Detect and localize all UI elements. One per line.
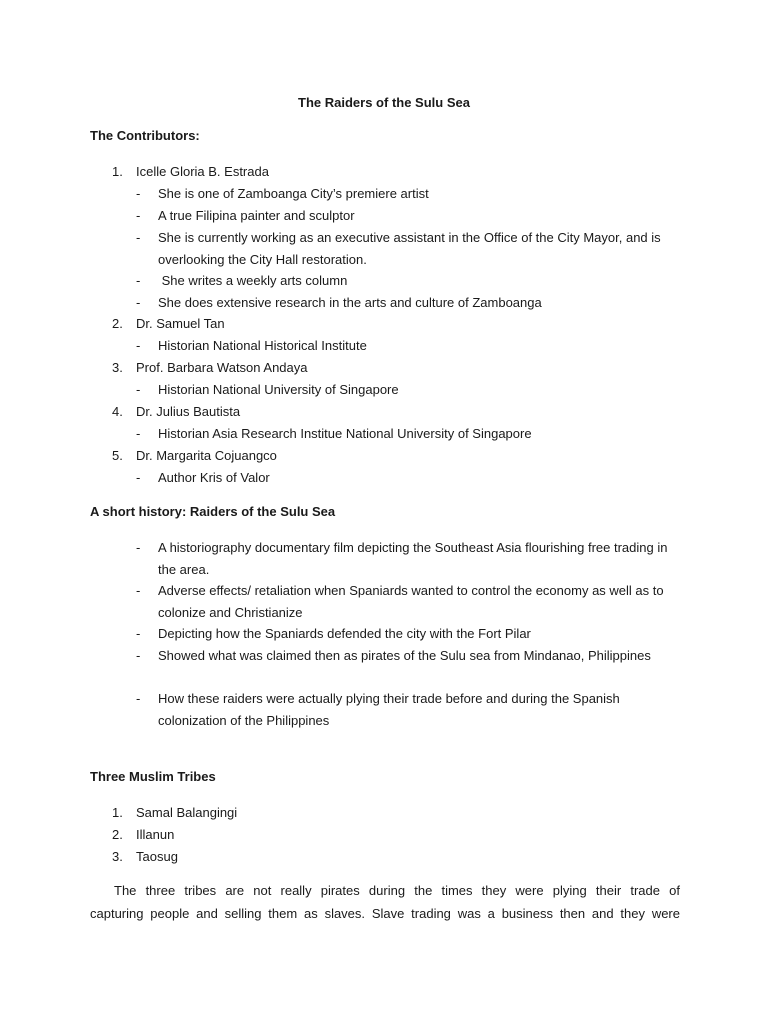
dash-bullet: -: [136, 426, 141, 441]
history-item: Depicting how the Spaniards defended the city with the Fort Pilar: [158, 626, 531, 641]
list-number: 1.: [112, 805, 123, 820]
contributor-name: Dr. Julius Bautista: [136, 404, 241, 419]
contributor-item: [112, 360, 308, 375]
dash-bullet: -: [136, 470, 141, 485]
contributor-item: [112, 164, 269, 179]
history-item: A historiography documentary film depicting the Southeast Asia flourishing free trading in the area.: [158, 540, 668, 577]
contributor-item: [112, 404, 240, 419]
contributor-detail: She writes a weekly arts column: [158, 273, 348, 288]
contributor-item: [112, 316, 225, 331]
tribe-item: [112, 827, 174, 842]
history-item: Showed what was claimed then as pirates of the Sulu sea from Mindanao, Philippines: [158, 648, 651, 663]
dash-bullet: -: [136, 540, 141, 555]
list-number: 3.: [112, 849, 123, 864]
dash-bullet: -: [136, 273, 141, 288]
document-title: The Raiders of the Sulu Sea: [298, 95, 470, 110]
dash-bullet: -: [136, 382, 141, 397]
contributor-detail: Historian Asia Research Institue National University of Singapore: [158, 426, 532, 441]
dash-bullet: -: [136, 230, 141, 245]
tribe-item: [112, 849, 178, 864]
list-number: 2.: [112, 827, 123, 842]
dash-bullet: -: [136, 338, 141, 353]
tribe-name: Taosug: [136, 849, 178, 864]
list-number: 2.: [112, 316, 123, 331]
dash-bullet: -: [136, 583, 141, 598]
contributor-detail: Historian National Historical Institute: [158, 338, 367, 353]
contributor-name: Prof. Barbara Watson Andaya: [136, 360, 308, 375]
tribe-name: Illanun: [136, 827, 175, 842]
paragraph-line: [90, 879, 680, 902]
history-heading: A short history: Raiders of the Sulu Sea: [90, 504, 336, 519]
contributor-detail: She is currently working as an executive assistant in the Office of the City Mayor, and is overlooking the City Hall restoration.: [158, 230, 661, 267]
dash-bullet: -: [136, 648, 141, 663]
history-item: How these raiders were actually plying their trade before and during the Spanish colonization of the Philippines: [158, 691, 620, 728]
dash-bullet: -: [136, 691, 141, 706]
contributors-heading: The Contributors:: [90, 128, 200, 143]
list-number: 5.: [112, 448, 123, 463]
dash-bullet: -: [136, 186, 141, 201]
dash-bullet: -: [136, 626, 141, 641]
tribe-name: Samal Balangingi: [136, 805, 238, 820]
paragraph-line-text: The three tribes are not really pirates during the times they were plying their trade of: [114, 883, 680, 898]
tribes-heading: Three Muslim Tribes: [90, 769, 216, 784]
paragraph-line: capturing people and selling them as slaves. Slave trading was a business then and they were: [90, 906, 680, 921]
body-paragraph: [90, 879, 680, 925]
contributor-detail: She does extensive research in the arts and culture of Zamboanga: [158, 295, 542, 310]
dash-bullet: -: [136, 295, 141, 310]
list-number: 4.: [112, 404, 123, 419]
contributor-item: [112, 448, 277, 463]
list-number: 1.: [112, 164, 123, 179]
history-item: Adverse effects/ retaliation when Spaniards wanted to control the economy as well as to colonize and Christianize: [158, 583, 664, 620]
contributor-detail: Author Kris of Valor: [158, 470, 270, 485]
list-number: 3.: [112, 360, 123, 375]
contributor-name: Icelle Gloria B. Estrada: [136, 164, 269, 179]
contributor-name: Dr. Samuel Tan: [136, 316, 225, 331]
contributor-detail: A true Filipina painter and sculptor: [158, 208, 355, 223]
tribe-item: [112, 805, 237, 820]
contributor-name: Dr. Margarita Cojuangco: [136, 448, 277, 463]
dash-bullet: -: [136, 208, 141, 223]
contributor-detail: She is one of Zamboanga City’s premiere artist: [158, 186, 429, 201]
contributor-detail: Historian National University of Singapore: [158, 382, 399, 397]
